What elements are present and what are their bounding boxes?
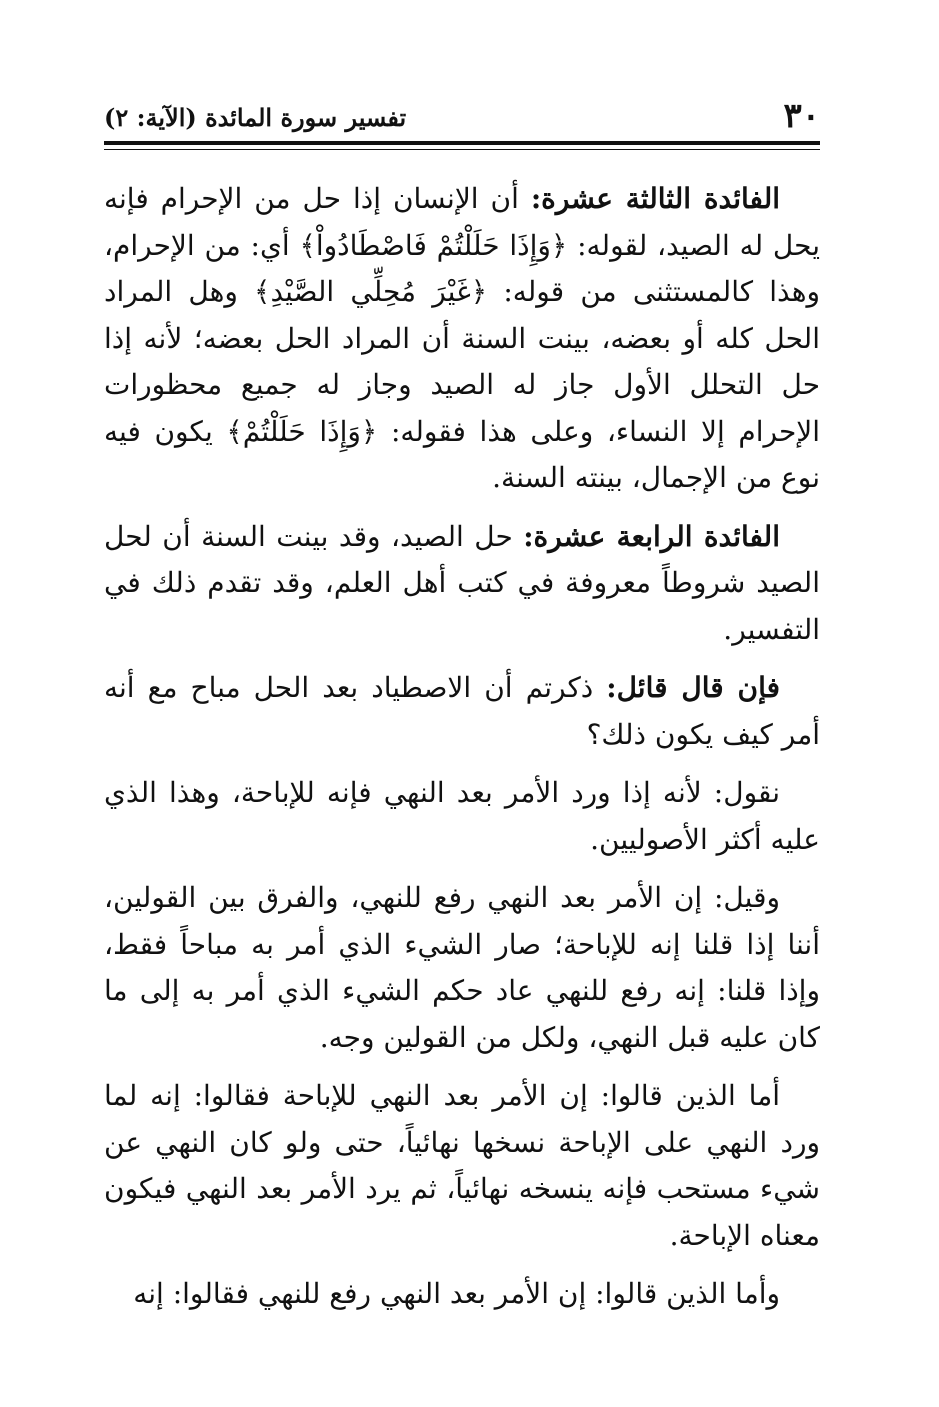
paragraph-first-view [104, 1073, 820, 1259]
running-title: تفسير سورة المائدة (الآية: ٢) [104, 103, 407, 132]
page-header [104, 96, 820, 140]
paragraph-text: نقول: لأنه إذا ورد الأمر بعد النهي فإنه للإباحة، وهذا الذي عليه أكثر الأصوليين. [104, 776, 820, 856]
body-text [104, 176, 820, 1330]
paragraph-text: وقيل: إن الأمر بعد النهي رفع للنهي، والفرق بين القولين، أننا إذا قلنا إنه للإباحة؛ صار الشيء الذي أمر به مباحاً فقط، وإذا قلنا: إنه رفع للنهي عاد حكم الشيء الذي أمر به إلى ما كان عليه قبل النهي، ولكل من القولين وجه. [104, 881, 820, 1054]
paragraph-lead: الفائدة الثالثة عشرة: [530, 182, 780, 215]
paragraph-benefit-14 [104, 514, 820, 654]
paragraph-text: أما الذين قالوا: إن الأمر بعد النهي للإباحة فقالوا: إنه لما ورد النهي على الإباحة نسخها نهائياً، حتى ولو كان النهي عن شيء مستحب فإنه ينسخه نهائياً، ثم يرد الأمر بعد النهي فيكون معناه الإباحة. [104, 1079, 820, 1252]
paragraph-objection [104, 665, 820, 758]
paragraph-text: أن الإنسان إذا حل من الإحرام فإنه يحل له الصيد، لقوله: ﴿وَإِذَا حَلَلْتُمْ فَاصْطَادُواْ﴾ أي: من الإحرام، وهذا كالمستثنى من قوله: ﴿غَيْرَ مُحِلِّي الصَّيْدِ﴾ وهل المراد الحل كله أو بعضه، بينت السنة أن المراد الحل بعضه؛ لأنه إذا حل التحلل الأول جاز له الصيد وجاز له جميع محظورات الإحرام إلا النساء، وعلى هذا فقوله: ﴿وَإِذَا حَلَلْتُمْ﴾ يكون فيه نوع من الإجمال، بينته السنة. [104, 182, 820, 494]
paragraph-text: حل الصيد، وقد بينت السنة أن لحل الصيد شروطاً معروفة في كتب أهل العلم، وقد تقدم ذلك في التفسير. [104, 519, 820, 646]
header-rule-thick [104, 141, 820, 145]
paragraph-text: وأما الذين قالوا: إن الأمر بعد النهي رفع للنهي فقالوا: إنه [133, 1277, 780, 1310]
paragraph-lead: الفائدة الرابعة عشرة: [523, 519, 780, 553]
paragraph-answer [104, 770, 820, 863]
paragraph-benefit-13 [104, 176, 820, 502]
paragraph-second-view [104, 1271, 820, 1318]
paragraph-lead: فإن قال قائل: [606, 671, 780, 704]
page-number: ٣٠ [783, 96, 820, 136]
paragraph-second-opinion [104, 875, 820, 1061]
header-rule-thin [104, 149, 820, 150]
paragraph-text: ذكرتم أن الاصطياد بعد الحل مباح مع أنه أمر كيف يكون ذلك؟ [104, 671, 820, 751]
